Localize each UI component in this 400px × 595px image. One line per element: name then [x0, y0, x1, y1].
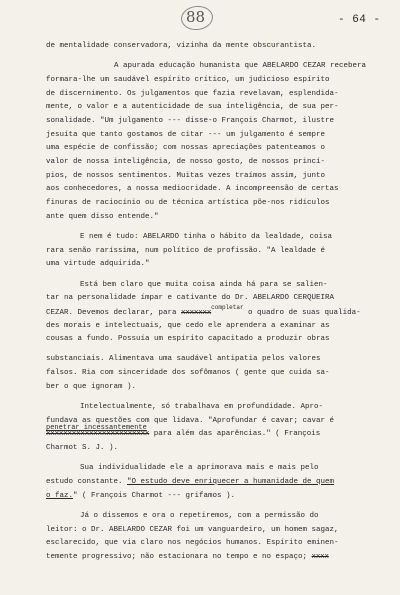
text-line: tar na personalidade ímpar e cativante do Dr. ABELARDO CERQUEIRA — [46, 294, 335, 303]
text-segment: o quadro de suas qualida- — [243, 308, 361, 317]
struck-text: xxxxxxx — [181, 308, 212, 317]
handwritten-page-number: 88 — [186, 8, 206, 26]
text-line: uma virtude adquirida." — [46, 260, 150, 269]
underlined-quote: o faz. — [46, 491, 74, 500]
text-line: falsos. Ria com sinceridade dos sofômanos ( gente que cuida sa- — [46, 369, 330, 378]
text-line-with-correction — [46, 424, 382, 442]
text-line: Charmot S. J. ). — [46, 444, 119, 453]
text-line: des morais e intelectuais, que cedo ele aprendera a examinar as — [46, 321, 330, 330]
text-line: mente, o valor e a autenticidade de sua inteligência, de sua per- — [46, 103, 339, 112]
text-line: aos conhecedores, a nossa mediocridade. A incompreensão de certas — [46, 185, 339, 194]
text-line: de discernimento. Os julgamentos que fazia revelavam, esplendida- — [46, 89, 339, 98]
struck-text: xxxx — [311, 552, 329, 561]
text-segment: para além das aparências." ( François — [149, 430, 321, 439]
text-line: cousas a fundo. Possuía um espírito capacitado a produzir obras — [46, 335, 330, 344]
text-line-with-correction — [46, 303, 382, 320]
inserted-word: completar — [211, 303, 244, 311]
text-line — [46, 490, 382, 504]
text-segment: temente progressivo; não estacionara no tempo e no espaço; — [46, 552, 312, 561]
text-line: esclarecido, que via claro nos negócios humanos. Espírito eminen- — [46, 539, 339, 548]
struck-text: xxxxxxxxxxxxxxxxxxxxxxxx — [46, 430, 150, 439]
text-line: finuras de raciocínio ou de técnica artística põe-nos ridículos — [46, 199, 330, 208]
underlined-quote: "O estudo deve enriquecer a humanidade de quem — [127, 477, 335, 486]
text-segment: CEZAR. Devemos declarar, para — [46, 308, 182, 317]
text-line: sonalidade. "Um julgamento --- disse-o François Charmot, ilustre — [46, 116, 335, 125]
text-line: Está bem claro que muita coisa ainda há para se salien- — [80, 280, 328, 289]
text-line: A apurada educação humanista que ABELARDO CEZAR recebera — [114, 62, 367, 71]
text-line: fundava as questões com que lidava. "Aprofundar é cavar; cavar é — [46, 416, 335, 425]
text-line: uma espécie de confissão; com nossas apreciações patenteamos o — [46, 144, 326, 153]
text-line: ante quem disso entende." — [46, 212, 159, 221]
text-line: pios, de nossos sentimentos. Muitas vezes traímos assim, junto — [46, 171, 326, 180]
text-line — [46, 551, 382, 565]
text-line: leitor: o Dr. ABELARDO CEZAR foi um vanguardeiro, um homem sagaz, — [46, 525, 339, 534]
page-number: - 64 - — [338, 14, 381, 26]
body-text — [46, 40, 382, 565]
text-line: formara-lhe um saudável espírito crítico, um judicioso espírito — [46, 75, 330, 84]
text-line — [46, 476, 382, 490]
text-segment: " ( François Charmot --- grifamos ). — [73, 491, 236, 500]
text-line: de mentalidade conservadora, vizinha da mente obscurantista. — [46, 42, 317, 50]
text-line: valor de nossa inteligência, de nosso gosto, de nossos princí- — [46, 158, 326, 166]
text-line: Sua individualidade ele a aprimorava mais e mais pelo — [80, 464, 319, 473]
text-line: ber o que ignoram ). — [46, 382, 137, 391]
text-line: Intelectualmente, só trabalhava em profundidade. Apro- — [80, 403, 324, 411]
text-line: rara senão raríssima, num político de profissão. "A lealdade é — [46, 246, 326, 255]
text-line: Já o dissemos e ora o repetiremos, com a permissão do — [80, 511, 319, 520]
underlined-text: penetrar incessantemente — [46, 424, 147, 433]
text-line: E nem é tudo: ABELARDO tinha o hábito da lealdade, coisa — [80, 232, 333, 241]
text-line: substanciais. Alimentava uma saudável antipatia pelos valores — [46, 355, 321, 364]
text-line: jesuíta que tanto gostamos de citar --- um julgamento é sempre — [46, 130, 326, 139]
text-segment: estudo constante. — [46, 477, 128, 486]
